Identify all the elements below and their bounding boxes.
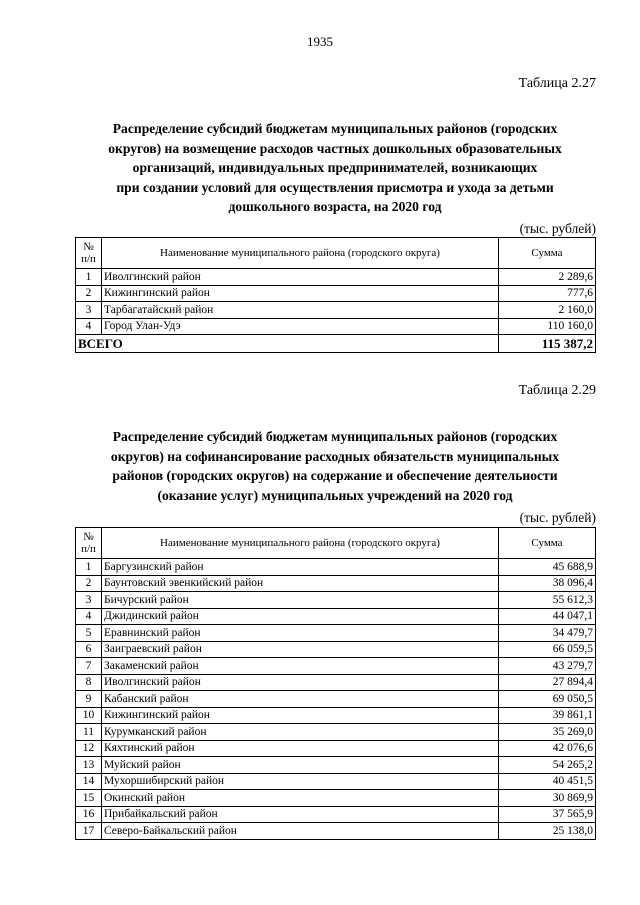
table-row: [76, 625, 596, 642]
subsidy-amount: 25 138,0: [499, 823, 596, 840]
district-name: Прибайкальский район: [102, 806, 499, 823]
row-number: 6: [76, 641, 102, 658]
title-line: (оказание услуг) муниципальных учреждений на 2020 год: [157, 487, 513, 503]
table-row: [76, 740, 596, 757]
row-number: 16: [76, 806, 102, 823]
table-row: [76, 269, 596, 286]
district-name: Кижингинский район: [102, 285, 499, 302]
units-label: (тыс. рублей): [519, 510, 596, 525]
table-row: [76, 724, 596, 741]
district-name: Баргузинский район: [102, 559, 499, 576]
table-row: [76, 608, 596, 625]
total-sum: 115 387,2: [499, 335, 596, 353]
district-name: Кабанский район: [102, 691, 499, 708]
title-line: Распределение субсидий бюджетам муниципальных районов (городских: [112, 121, 558, 136]
title-line: дошкольного возраста, на 2020 год: [228, 199, 442, 214]
district-name: Иволгинский район: [102, 674, 499, 691]
subsidy-amount: 2 160,0: [499, 302, 596, 319]
row-number: 3: [76, 302, 102, 319]
row-number: 10: [76, 707, 102, 724]
row-number: 5: [76, 625, 102, 642]
total-row: [76, 335, 596, 353]
district-name: Курумканский район: [102, 724, 499, 741]
page-number: 1935: [307, 34, 333, 49]
subsidy-table: [75, 527, 596, 840]
subsidy-amount: 40 451,5: [499, 773, 596, 790]
column-header-name: Наименование муниципального района (городского округа): [102, 238, 499, 269]
district-name: Кяхтинский район: [102, 740, 499, 757]
table-title: [70, 427, 600, 505]
table-row: [76, 691, 596, 708]
column-header-sum: Сумма: [499, 528, 596, 559]
row-number: 12: [76, 740, 102, 757]
subsidy-amount: 777,6: [499, 285, 596, 302]
subsidy-amount: 27 894,4: [499, 674, 596, 691]
subsidy-amount: 43 279,7: [499, 658, 596, 675]
column-header-name: Наименование муниципального района (городского округа): [102, 528, 499, 559]
table-title: [70, 119, 600, 217]
row-number: 1: [76, 269, 102, 286]
row-number: 9: [76, 691, 102, 708]
row-number: 8: [76, 674, 102, 691]
table-row: [76, 674, 596, 691]
subsidy-amount: 110 160,0: [499, 318, 596, 335]
column-header-number: № п/п: [76, 238, 102, 269]
district-name: Бичурский район: [102, 592, 499, 609]
subsidy-amount: 54 265,2: [499, 757, 596, 774]
table-row: [76, 806, 596, 823]
subsidy-amount: 38 096,4: [499, 575, 596, 592]
district-name: Мухоршибирский район: [102, 773, 499, 790]
title-line: Распределение субсидий бюджетам муниципальных районов (городских: [112, 429, 558, 444]
district-name: Окинский район: [102, 790, 499, 807]
row-number: 17: [76, 823, 102, 840]
district-name: Джидинский район: [102, 608, 499, 625]
subsidy-amount: 37 565,9: [499, 806, 596, 823]
table-row: [76, 757, 596, 774]
subsidy-amount: 35 269,0: [499, 724, 596, 741]
column-header-sum: Сумма: [499, 238, 596, 269]
row-number: 2: [76, 575, 102, 592]
row-number: 3: [76, 592, 102, 609]
column-header-number: № п/п: [76, 528, 102, 559]
table-row: [76, 592, 596, 609]
table-row: [76, 641, 596, 658]
subsidy-amount: 66 059,5: [499, 641, 596, 658]
subsidy-amount: 42 076,6: [499, 740, 596, 757]
table-row: [76, 773, 596, 790]
row-number: 1: [76, 559, 102, 576]
subsidy-amount: 2 289,6: [499, 269, 596, 286]
table-row: [76, 285, 596, 302]
row-number: 7: [76, 658, 102, 675]
district-name: Иволгинский район: [102, 269, 499, 286]
district-name: Заиграевский район: [102, 641, 499, 658]
total-label: ВСЕГО: [76, 335, 499, 353]
district-name: Кижингинский район: [102, 707, 499, 724]
district-name: Северо-Байкальский район: [102, 823, 499, 840]
table-row: [76, 707, 596, 724]
district-name: Баунтовский эвенкийский район: [102, 575, 499, 592]
district-name: Тарбагатайский район: [102, 302, 499, 319]
title-line: организаций, индивидуальных предпринимателей, возникающих: [132, 160, 538, 175]
table-row: [76, 823, 596, 840]
subsidy-amount: 30 869,9: [499, 790, 596, 807]
table-row: [76, 302, 596, 319]
subsidy-amount: 39 861,1: [499, 707, 596, 724]
district-name: Еравнинский район: [102, 625, 499, 642]
row-number: 15: [76, 790, 102, 807]
table-row: [76, 318, 596, 335]
row-number: 2: [76, 285, 102, 302]
district-name: Город Улан-Удэ: [102, 318, 499, 335]
row-number: 13: [76, 757, 102, 774]
table-label: Таблица 2.29: [518, 383, 596, 398]
title-line: округов) на софинансирование расходных обязательств муниципальных: [110, 448, 560, 464]
subsidy-amount: 44 047,1: [499, 608, 596, 625]
subsidy-amount: 69 050,5: [499, 691, 596, 708]
row-number: 4: [76, 608, 102, 625]
table-label: Таблица 2.27: [518, 76, 596, 91]
subsidy-amount: 55 612,3: [499, 592, 596, 609]
subsidy-amount: 45 688,9: [499, 559, 596, 576]
subsidy-amount: 34 479,7: [499, 625, 596, 642]
table-row: [76, 559, 596, 576]
row-number: 14: [76, 773, 102, 790]
title-line: округов) на возмещение расходов частных дошкольных образовательных: [108, 140, 562, 156]
title-line: при создании условий для осуществления присмотра и ухода за детьми: [116, 179, 554, 195]
district-name: Муйский район: [102, 757, 499, 774]
table-row: [76, 658, 596, 675]
subsidy-table: [75, 237, 596, 353]
table-row: [76, 790, 596, 807]
row-number: 4: [76, 318, 102, 335]
title-line: районов (городских округов) на содержание и обеспечение деятельности: [112, 468, 558, 483]
row-number: 11: [76, 724, 102, 741]
district-name: Закаменский район: [102, 658, 499, 675]
units-label: (тыс. рублей): [519, 221, 596, 236]
table-row: [76, 575, 596, 592]
